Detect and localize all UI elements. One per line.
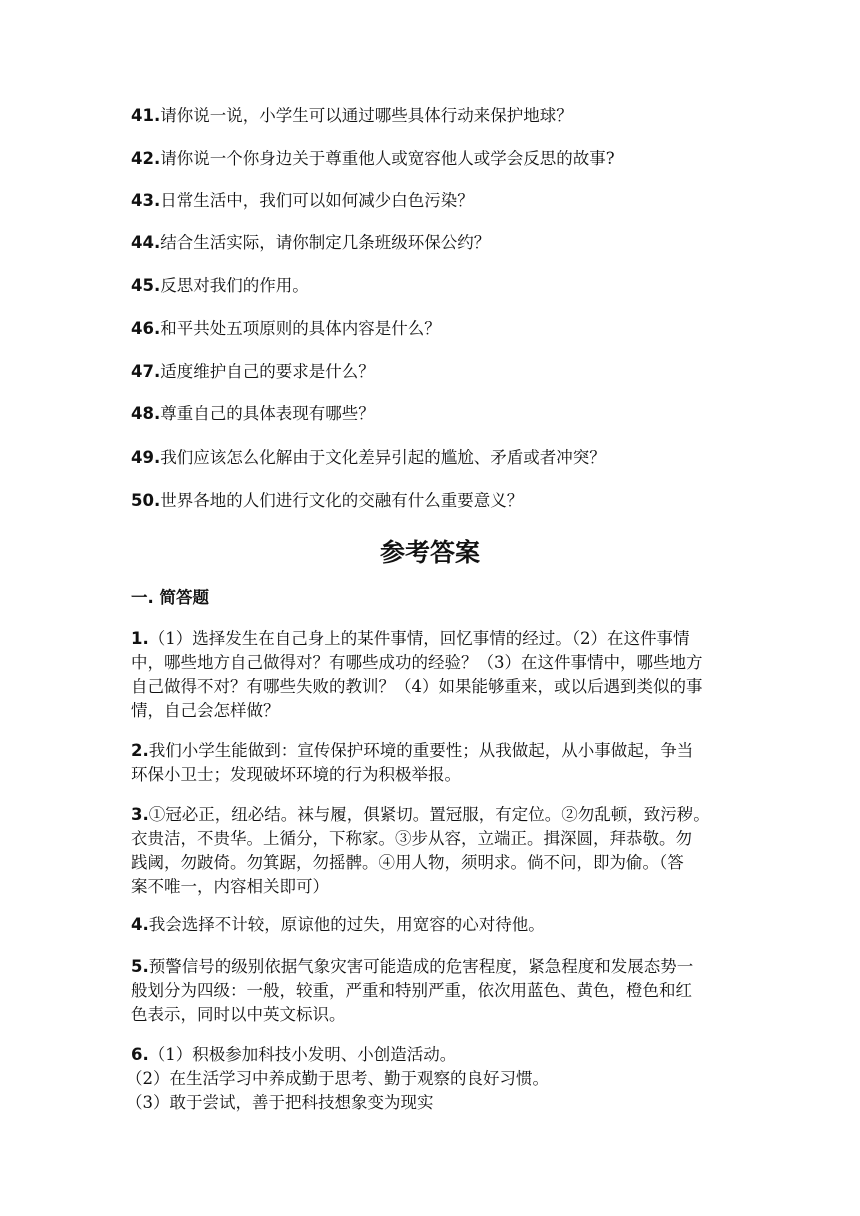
answer-number: 4. [131, 915, 149, 934]
question-text: 日常生活中，我们可以如何减少白色污染？ [160, 191, 474, 210]
answer-line: 情，自己会怎样做？ [131, 701, 280, 720]
answer-line: 色表示，同时以中英文标识。 [131, 1005, 346, 1024]
answer-line: 案不唯一，内容相关即可） [131, 877, 329, 896]
question-44 [131, 231, 490, 255]
answer-5 [131, 955, 731, 1027]
answer-line: 环保小卫士；发现破坏环境的行为积极举报。 [131, 765, 461, 784]
answer-number: 6. [131, 1045, 149, 1064]
answer-3 [131, 803, 731, 899]
answer-line: 2.我们小学生能做到：宣传保护环境的重要性；从我做起，从小事做起，争当 [131, 741, 694, 760]
answer-line: 践阈，勿跛倚。勿箕踞，勿摇髀。④用人物，须明求。倘不问，即为偷。（答 [131, 853, 684, 872]
answer-number: 5. [131, 957, 149, 976]
question-text: 反思对我们的作用。 [160, 276, 309, 295]
answer-line: 3.①冠必正，纽必结。袜与履，俱紧切。置冠服，有定位。②勿乱顿，致污秽。 [131, 805, 710, 824]
answer-line: 衣贵洁，不贵华。上循分，下称家。③步从容，立端正。揖深圆，拜恭敬。勿 [131, 829, 692, 848]
question-number: 46. [131, 319, 161, 338]
answer-line: 4.我会选择不计较，原谅他的过失，用宽容的心对待他。 [131, 915, 545, 934]
question-number: 48. [131, 404, 161, 423]
answer-2 [131, 739, 731, 787]
question-text: 请你说一个你身边关于尊重他人或宽容他人或学会反思的故事? [160, 149, 615, 168]
question-49 [131, 446, 606, 470]
answer-number: 3. [131, 805, 149, 824]
question-45 [131, 274, 309, 298]
question-text: 我们应该怎么化解由于文化差异引起的尴尬、矛盾或者冲突？ [160, 448, 606, 467]
answer-number: 1. [131, 629, 149, 648]
question-text: 世界各地的人们进行文化的交融有什么重要意义？ [160, 491, 524, 510]
question-48 [131, 402, 375, 426]
question-number: 47. [131, 362, 161, 381]
answer-title: 参考答案 [379, 538, 480, 567]
question-number: 49. [131, 448, 161, 467]
question-number: 43. [131, 191, 161, 210]
question-text: 适度维护自己的要求是什么？ [160, 362, 375, 381]
question-number: 42. [131, 149, 161, 168]
question-50 [131, 489, 523, 513]
answer-line: 5.预警信号的级别依据气象灾害可能造成的危害程度，紧急程度和发展态势一 [131, 957, 694, 976]
answer-line: （2）在生活学习中养成勤于思考、勤于观察的良好习惯。 [126, 1069, 549, 1088]
answer-line: 1.（1）选择发生在自己身上的某件事情，回忆事情的经过。（2）在这件事情 [131, 629, 690, 648]
answer-line: 6.（1）积极参加科技小发明、小创造活动。 [131, 1045, 457, 1064]
answer-number: 2. [131, 741, 149, 760]
answer-line: （3）敢于尝试，善于把科技想象变为现实 [126, 1093, 434, 1112]
question-43 [131, 189, 474, 213]
question-number: 44. [131, 233, 161, 252]
question-number: 45. [131, 276, 161, 295]
answer-line: 中，哪些地方自己做得对？有哪些成功的经验？（3）在这件事情中，哪些地方 [131, 653, 703, 672]
section-heading: 一. 简答题 [131, 588, 210, 607]
answer-line: 自己做得不对？有哪些失败的教训？（4）如果能够重来，或以后遇到类似的事 [131, 677, 703, 696]
answer-line: 般划分为四级：一般，较重，严重和特别严重，依次用蓝色、黄色，橙色和红 [131, 981, 692, 1000]
answer-1 [131, 627, 731, 723]
question-number: 50. [131, 491, 161, 510]
question-text: 和平共处五项原则的具体内容是什么？ [160, 319, 441, 338]
question-47 [131, 360, 375, 384]
answer-6 [126, 1043, 731, 1115]
question-text: 尊重自己的具体表现有哪些？ [160, 404, 375, 423]
answer-4 [131, 913, 731, 937]
question-41 [131, 104, 573, 128]
question-text: 结合生活实际，请你制定几条班级环保公约？ [160, 233, 491, 252]
question-46 [131, 317, 441, 341]
question-text: 请你说一说，小学生可以通过哪些具体行动来保护地球？ [160, 106, 573, 125]
question-number: 41. [131, 106, 161, 125]
question-42 [131, 147, 615, 171]
